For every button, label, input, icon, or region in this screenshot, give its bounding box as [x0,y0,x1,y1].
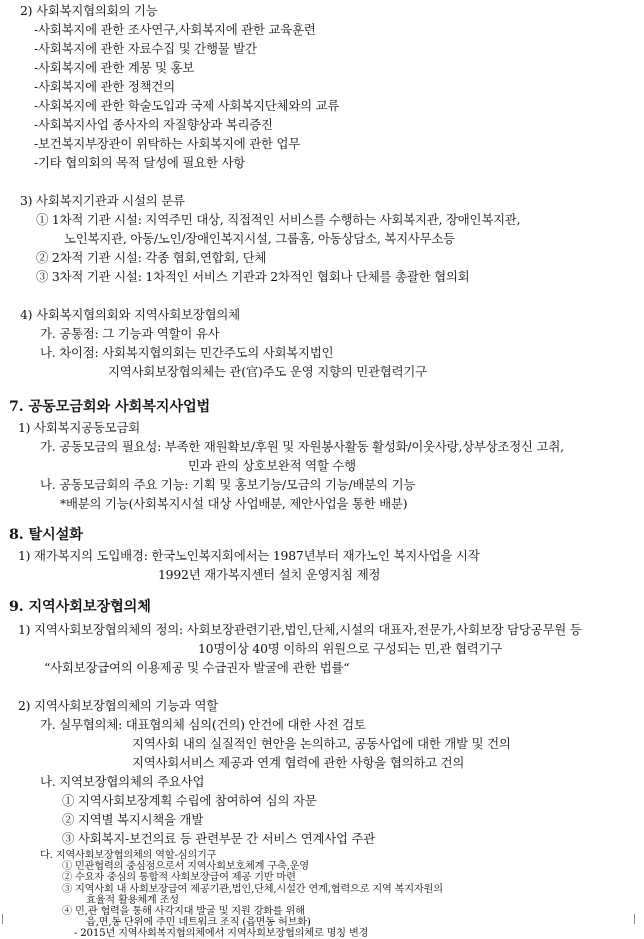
list-item: 가. 실무협의체: 대표협의체 심의(건의) 안건에 대한 사전 검토 [40,717,366,732]
heading-section-8: 8. 탈시설화 [9,527,83,543]
section-title-comparison: 4) 사회복지협의회와 지역사회보장협의체 [20,307,240,322]
list-item: 1) 지역사회보장협의체의 정의: 사회보장관련기관,법인,단체,시설의 대표자,전문가,사회보장 담당공무원 등 [18,622,582,637]
list-item: ② 지역별 복지시책을 개발 [62,812,204,827]
list-item: 지역사회 내의 실질적인 현안을 논의하고, 공동사업에 대한 개발 및 건의 [132,736,511,751]
list-item: -사회복지에 관한 조사연구,사회복지에 관한 교육훈련 [34,22,316,37]
list-item: ① 지역사회보장계획 수립에 참여하여 심의 자문 [62,793,317,808]
list-item: -기타 협의회의 목적 달성에 필요한 사항 [34,155,245,170]
law-name: “사회보장급여의 이용제공 및 수급권자 발굴에 관한 법률“ [44,660,350,675]
list-item: ① 1차적 기관 시설: 지역주민 대상, 직접적인 서비스를 수행하는 사회복지관, 장애인복지관, [36,212,521,227]
page-corner-mark [2,914,3,924]
list-item: 효율적 활용체계 조성 [86,894,179,906]
list-item: -사회복지에 관한 계몽 및 홍보 [34,60,195,75]
heading-section-7: 7. 공동모금회와 사회복지사업법 [9,399,211,415]
list-item: 노인복지관, 아동/노인/장애인복지시설, 그룹홈, 아동상담소, 복지사무소등 [64,231,455,246]
list-item: ③ 지역사회 내 사회보장급여 제공기관,법인,단체,시설간 연계,협력으로 지역 복지자원의 [62,883,443,895]
heading-section-9: 9. 지역사회보장협의체 [9,599,151,615]
list-item: ④ 민,관 협력을 통해 사각지대 발굴 및 지원 강화를 위해 [62,906,305,917]
list-item: ③ 3차적 기관 시설: 1차적인 서비스 기관과 2차적인 협회나 단체를 총괄한 협의회 [36,269,470,284]
list-item: 지역사회서비스 제공과 연계 협력에 관한 사항을 협의하고 건의 [132,755,465,770]
list-item: ② 수요자 중심의 통합적 사회보장급여 제공 기반 마련 [62,872,296,884]
page-corner-mark [634,914,635,924]
list-item: 1) 재가복지의 도입배경: 한국노인복지회에서는 1987년부터 재가노인 복지사업을 시작 [18,548,480,563]
list-item: -사회복지에 관한 학술도입과 국제 사회복지단체와의 교류 [34,98,340,113]
section-title-classification: 3) 사회복지기관과 시설의 분류 [20,193,185,208]
list-item: ③ 사회복지-보건의료 등 관련부문 간 서비스 연계사업 주관 [62,831,376,846]
list-item: 나. 공동모금회의 주요 기능: 기획 및 홍보기능/모금의 기능/배분의 기능 [40,477,416,492]
list-item: 가. 공동모금의 필요성: 부족한 재원확보/후원 및 자원봉사활동 활성화/이웃사랑,상부상조정신 고취, [40,439,564,454]
list-item: 읍,면,동 단위에 주민 네트워크 조직 (읍면동 허브화) [86,917,311,929]
list-item: ① 민관협력의 중심점으로서 지역사회보호체계 구축,운영 [62,861,309,873]
list-item: 10명이상 40명 이하의 위원으로 구성되는 민,관 협력기구 [198,641,503,656]
list-item: 나. 지역보장협의체의 주요사업 [40,774,205,789]
section-title-functions: 2) 사회복지협의회의 기능 [20,3,158,18]
list-item: - 2015년 지역사회복지협의체에서 지역사회보장협의체로 명칭 변경 [74,928,369,939]
list-item: -보건복지부장관이 위탁하는 사회복지에 관한 업무 [34,136,301,151]
list-item: -사회복지사업 종사자의 자질향상과 복리증진 [34,117,273,132]
list-item: *배분의 기능(사회복지시설 대상 사업배분, 제안사업을 통한 배분) [60,496,408,511]
list-item: 나. 차이점: 사회복지협의회는 민간주도의 사회복지법인 [40,345,334,360]
list-item: 다. 지역사회보장협의체의 역할-심의기구 [40,850,217,861]
list-item: -사회복지에 관한 자료수집 및 간행물 발간 [34,41,257,56]
subheading: 1) 사회복지공동모금회 [18,420,140,435]
list-item: -사회복지에 관한 정책건의 [34,79,175,94]
list-item: 가. 공통점: 그 기능과 역할이 유사 [40,326,220,341]
list-item: ② 2차적 기관 시설: 각종 협회,연합회, 단체 [36,250,267,265]
list-item: 1992년 재가복지센터 설치 운영지침 제정 [158,567,381,582]
list-item: 민과 관의 상호보완적 역할 수행 [188,458,356,473]
subheading: 2) 지역사회보장협의체의 기능과 역할 [18,698,219,713]
list-item: 지역사회보장협의체는 관(官)주도 운영 지향의 민관협력기구 [108,364,427,379]
